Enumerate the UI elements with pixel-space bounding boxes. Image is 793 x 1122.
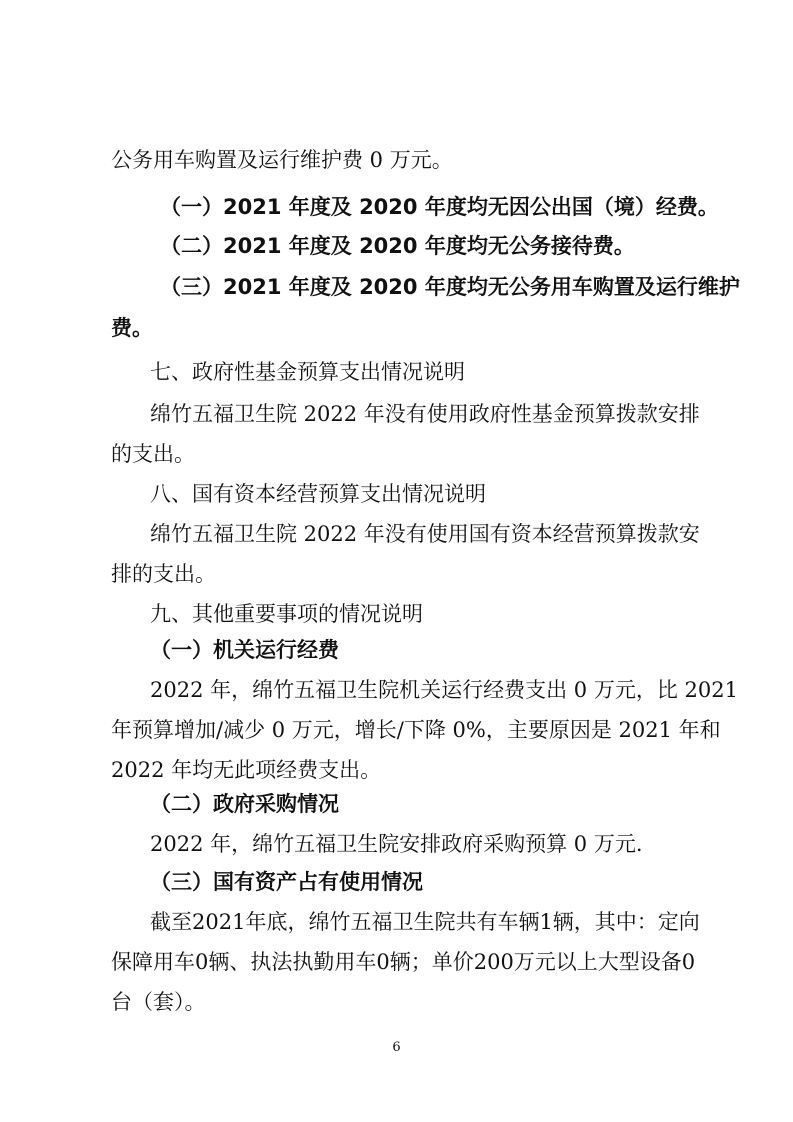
paragraph-line: 2022 年，绵竹五福卫生院安排政府采购预算 0 万元. [150, 832, 643, 856]
paragraph-line: 保障用车0辆、执法执勤用车0辆；单价200万元以上大型设备0 [111, 950, 696, 974]
paragraph-line: 绵竹五福卫生院 2022 年没有使用政府性基金预算拨款安排 [150, 402, 700, 426]
section-heading: 八、国有资本经营预算支出情况说明 [150, 482, 486, 506]
paragraph-line: 台（套）。 [111, 990, 206, 1014]
section-heading: 七、政府性基金预算支出情况说明 [150, 360, 465, 384]
paragraph-line: 公务用车购置及运行维护费 0 万元。 [111, 148, 453, 172]
section-heading: 九、其他重要事项的情况说明 [150, 602, 423, 626]
paragraph-line: 年预算增加/减少 0 万元，增长/下降 0%，主要原因是 2021 年和 [111, 718, 721, 742]
paragraph-line: 2022 年均无此项经费支出。 [111, 758, 382, 782]
section-subheading: （三）2021 年度及 2020 年度均无公务用车购置及运行维护 [160, 275, 740, 299]
paragraph-line: 2022 年，绵竹五福卫生院机关运行经费支出 0 万元，比 2021 [150, 678, 738, 702]
section-subheading: （一）2021 年度及 2020 年度均无因公出国（境）经费。 [160, 195, 719, 219]
paragraph-line: 的支出。 [111, 442, 195, 466]
page-number: 6 [392, 1040, 401, 1055]
section-subheading: （三）国有资产占有使用情况 [150, 870, 423, 894]
section-subheading: （一）机关运行经费 [150, 638, 339, 662]
paragraph-line: 截至2021年底，绵竹五福卫生院共有车辆1辆，其中：定向 [150, 910, 700, 934]
paragraph-line: 排的支出。 [111, 562, 216, 586]
section-subheading-continued: 费。 [111, 316, 153, 340]
paragraph-line: 绵竹五福卫生院 2022 年没有使用国有资本经营预算拨款安 [150, 522, 700, 546]
section-subheading: （二）2021 年度及 2020 年度均无公务接待费。 [160, 234, 635, 258]
section-subheading: （二）政府采购情况 [150, 792, 339, 816]
